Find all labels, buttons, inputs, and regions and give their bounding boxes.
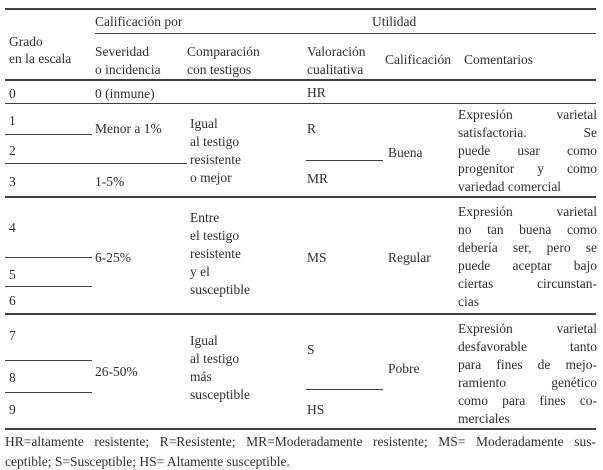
table-bottom-rule [5,428,596,430]
grade8-9-divider-rule [5,392,92,393]
abbreviation-footnote: HR=altamente resistente; R=Resistente; MR=Moderadamente resistente; MS= Moderadamente sus- ceptible; S=Susceptible; HS= Altamente susceptible. [5,434,596,469]
comments-1-3-text: Expresión varietal satisfactoria. Se puede usar como progenitor y como variedad comercial [458,107,597,194]
grade-3-value: 3 [9,174,16,189]
column-header-calificacion: Calificación [385,52,451,67]
comparison-1-3-text: Igual al testigo resistente o mejor [190,116,241,185]
utility-regular-value: Regular [388,250,431,265]
grade-5-value: 5 [9,267,16,282]
utility-pobre-value: Pobre [388,361,420,376]
column-header-comparacion: Comparación con testigos [187,44,260,77]
group-header-utilidad: Utilidad [372,14,417,29]
grade4-5-divider-rule [5,257,92,258]
s-hs-divider-rule [306,389,383,390]
group-header-rule [95,33,596,34]
grade-8-value: 8 [9,370,16,385]
rating-mr-value: MR [307,171,329,186]
severity-7-9-value: 26-50% [95,364,138,379]
rating-ms-value: MS [307,250,327,265]
group-header-calificacion-por: Calificación por [95,14,183,29]
column-header-valoracion: Valoración cualitativa [307,44,366,77]
grade-9-value: 9 [9,402,16,417]
severity-3-value: 1-5% [95,174,125,189]
utility-buena-value: Buena [388,145,423,160]
rating-s-value: S [307,342,315,357]
comments-7-9-text: Expresión varietal desfavorable tanto para fines de mejo- ramiento genético como para fines co- merciales [458,321,597,426]
section2-divider-rule [5,313,596,315]
grade7-8-divider-rule [5,360,92,361]
r-mr-divider-rule [306,160,383,161]
rating-r-value: R [307,121,317,136]
column-header-severidad: Severidad o incidencia [95,44,161,77]
row0-divider-rule [5,103,596,104]
section1-divider-rule [5,196,596,198]
severity-1-2-value: Menor a 1% [95,121,162,136]
comparison-7-9-text: Igual al testigo más susceptible [190,333,250,402]
grade-6-value: 6 [9,293,16,308]
grade-1-value: 1 [9,113,16,128]
grade1-2-divider-rule [5,134,92,135]
grade-0-value: 0 [9,86,16,101]
comments-4-6-text: Expresión varietal no tan buena como debería ser, pero se puede aceptar bajo ciertas circunstan- cias [458,204,597,309]
column-header-comentarios: Comentarios [464,52,533,67]
grade-2-value: 2 [9,143,16,158]
table-top-rule [5,8,596,10]
severity-4-6-value: 6-25% [95,250,131,265]
rating-hr-value: HR [307,85,326,100]
comparison-4-6-text: Entre el testigo resistente y el susceptible [190,210,250,297]
grade-4-value: 4 [9,220,16,235]
grade5-6-divider-rule [5,286,92,287]
grade2-3-divider-rule [5,163,187,164]
column-header-grado: Grado en la escala [9,34,72,66]
grade-7-value: 7 [9,328,16,343]
severity-0-value: 0 (inmune) [95,86,155,101]
rating-hs-value: HS [307,402,325,417]
header-bottom-rule [5,79,596,81]
